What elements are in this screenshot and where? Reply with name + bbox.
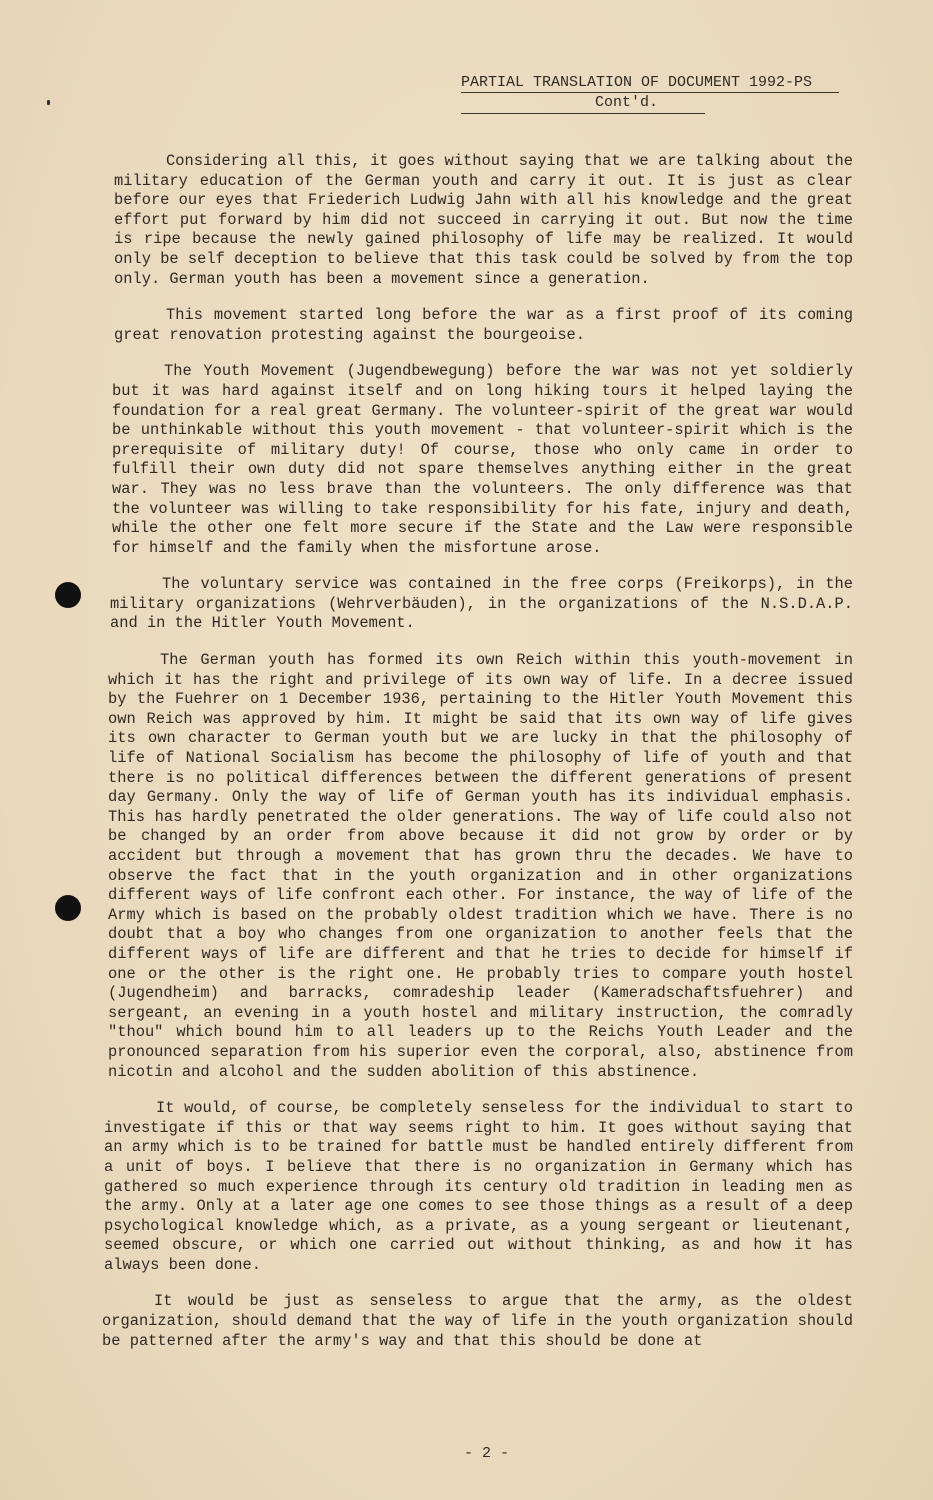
paragraph: The Youth Movement (Jugendbewegung) before the war was not yet soldierly but it was hard against itself and on long hiking tours it helped laying the foundation for a real great Germany. The volunteer-spirit of the great war would be unthinkable without this youth movement - that volunteer-spirit which is the prerequisite of military duty! Of course, those who only came in order to fulfill their own duty did not spare themselves anything either in the great war. They was no less brave than the volunteers. The only difference was that the volunteer was willing to take responsibility for his fate, injury and death, while the other one felt more secure if the State and the Law were responsible for himself and the family when the misfortune arose. bbox=[112, 362, 853, 557]
paragraph: This movement started long before the war as a first proof of its coming great renovation protesting against the bourgeoise. bbox=[114, 306, 853, 344]
paragraph: It would be just as senseless to argue that the army, as the oldest organization, should demand that the way of life in the youth organization should be patterned after the army's way and that this should be done at bbox=[102, 1292, 853, 1350]
paragraph: Considering all this, it goes without saying that we are talking about the military education of the German youth and carry it out. It is just as clear before our eyes that Friederich Ludwig Jahn with all his knowledge and the great effort put forward by him did not succeed in carrying it out. But now the time is ripe because the newly gained philosophy of life may be realized. It would only be self deception to believe that this task could be solved by from the top only. German youth has been a movement since a generation. bbox=[114, 152, 853, 288]
document-body bbox=[102, 152, 853, 1368]
punch-hole-top bbox=[55, 582, 81, 608]
header-title: PARTIAL TRANSLATION OF DOCUMENT 1992-PS bbox=[461, 74, 839, 93]
page-number: - 2 - bbox=[463, 1445, 509, 1462]
paragraph: The voluntary service was contained in the free corps (Freikorps), in the military organizations (Wehrverbäuden), in the organizations of the N.S.D.A.P. and in the Hitler Youth Movement. bbox=[110, 575, 853, 633]
paragraph: The German youth has formed its own Reich within this youth-movement in which it has the right and privilege of its own way of life. In a decree issued by the Fuehrer on 1 December 1936, pertaining to the Hitler Youth Movement this own Reich was approved by him. It might be said that its own way of life gives its own character to German youth but we are lucky in that the philosophy of life of National Socialism has become the philosophy of life of youth and that there is no political differences between the different generations of present day Germany. Only the way of life of German youth has its individual emphasis. This has hardly penetrated the older generations. The way of life could also not be changed by an order from above because it did not grow by order or by accident but through a movement that has grown thru the decades. We have to observe the fact that in the youth organization and in other organizations different ways of life confront each other. For instance, the way of life of the Army which is based on the probably oldest tradition which we have. There is no doubt that a boy who changes from one organization to another feels that the different ways of life are different and that he tries to decide for himself if one or the other is the right one. He probably tries to compare youth hostel (Jugendheim) and barracks, comradeship leader (Kameradschaftsfuehrer) and sergeant, an evening in a youth hostel and military instruction, the comradly "thou" which bound him to all leaders up to the Reichs Youth Leader and the pronounced separation from his superior even the corporal, also, abstinence from nicotin and alcohol and the sudden abolition of this abstinence. bbox=[108, 651, 853, 1081]
speck-mark bbox=[47, 100, 50, 105]
punch-hole-bottom bbox=[55, 895, 81, 921]
header-continued: Cont'd. bbox=[461, 94, 705, 114]
document-header bbox=[461, 74, 839, 114]
paragraph: It would, of course, be completely senseless for the individual to start to investigate if this or that way seems right to him. It goes without saying that an army which is to be trained for battle must be handled entirely different from a unit of boys. I believe that there is no organization in Germany which has gathered so much experience through its century old tradition in leading men as the army. Only at a later age one comes to see those things as a result of a deep psychological knowledge which, as a private, as a young sergeant or lieutenant, seemed obscure, or which one carried out without thinking, as and how it has always been done. bbox=[104, 1099, 853, 1274]
